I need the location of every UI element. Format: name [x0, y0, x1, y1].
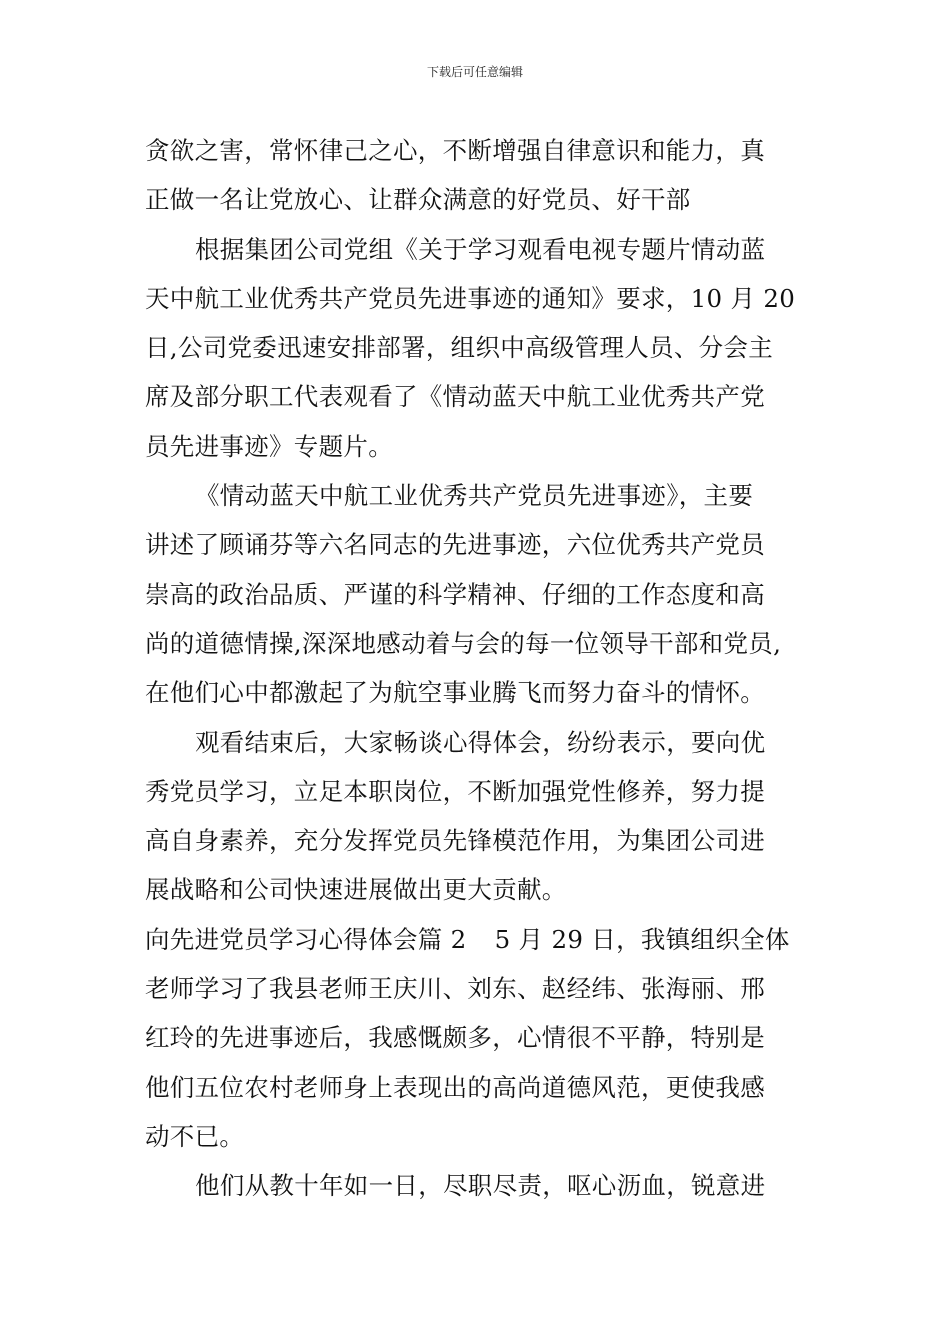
- text-line: 高自身素养，充分发挥党员先锋模范作用，为集团公司进: [145, 826, 765, 856]
- text-line: 动不已。: [145, 1121, 245, 1151]
- section-first-line: 5 月 29 日，我镇组织全体: [494, 924, 790, 954]
- text-line: 红玲的先进事迹后，我感慨颇多，心情很不平静，特别是: [145, 1023, 765, 1053]
- text-line: 正做一名让党放心、让群众满意的好党员、好干部: [145, 185, 691, 215]
- text-line: 员先进事迹》专题片。: [145, 431, 393, 461]
- text-line: 日,公司党委迅速安排部署，组织中高级管理人员、分会主: [145, 333, 774, 363]
- text-line: 老师学习了我县老师王庆川、刘东、赵经纬、张海丽、邢: [145, 974, 765, 1004]
- text-line: 席及部分职工代表观看了《情动蓝天中航工业优秀共产党: [145, 382, 765, 412]
- section-heading: 向先进党员学习心得体会篇 2: [145, 924, 467, 954]
- text-line: 展战略和公司快速进展做出更大贡献。: [145, 875, 567, 905]
- page-header: 下载后可任意编辑: [426, 65, 523, 79]
- section-heading-line: [145, 915, 817, 964]
- document-body: [145, 126, 817, 1211]
- text-line: 尚的道德情操,深深地感动着与会的每一位领导干部和党员,: [145, 628, 782, 658]
- paragraph-start-line: 《情动蓝天中航工业优秀共产党员先进事迹》，主要: [195, 481, 754, 511]
- text-line: 讲述了顾诵芬等六名同志的先进事迹，六位优秀共产党员: [145, 530, 765, 560]
- text-line: 他们五位农村老师身上表现出的高尚道德风范，更使我感: [145, 1072, 765, 1102]
- paragraph-start-line: 根据集团公司党组《关于学习观看电视专题片情动蓝: [195, 234, 766, 264]
- text-line: 崇高的政治品质、严谨的科学精神、仔细的工作态度和高: [145, 579, 765, 609]
- text-line: 天中航工业优秀共产党员先进事迹的通知》要求，10 月 20: [145, 283, 796, 313]
- paragraph-start-line: 他们从教十年如一日，尽职尽责，呕心沥血，锐意进: [195, 1171, 766, 1201]
- text-line: 贪欲之害，常怀律己之心，不断增强自律意识和能力，真: [145, 136, 765, 165]
- text-line: 秀党员学习，立足本职岗位，不断加强党性修养，努力提: [145, 776, 765, 806]
- text-line: 在他们心中都激起了为航空事业腾飞而努力奋斗的情怀。: [145, 678, 765, 708]
- paragraph-start-line: 观看结束后，大家畅谈心得体会，纷纷表示，要向优: [195, 727, 766, 757]
